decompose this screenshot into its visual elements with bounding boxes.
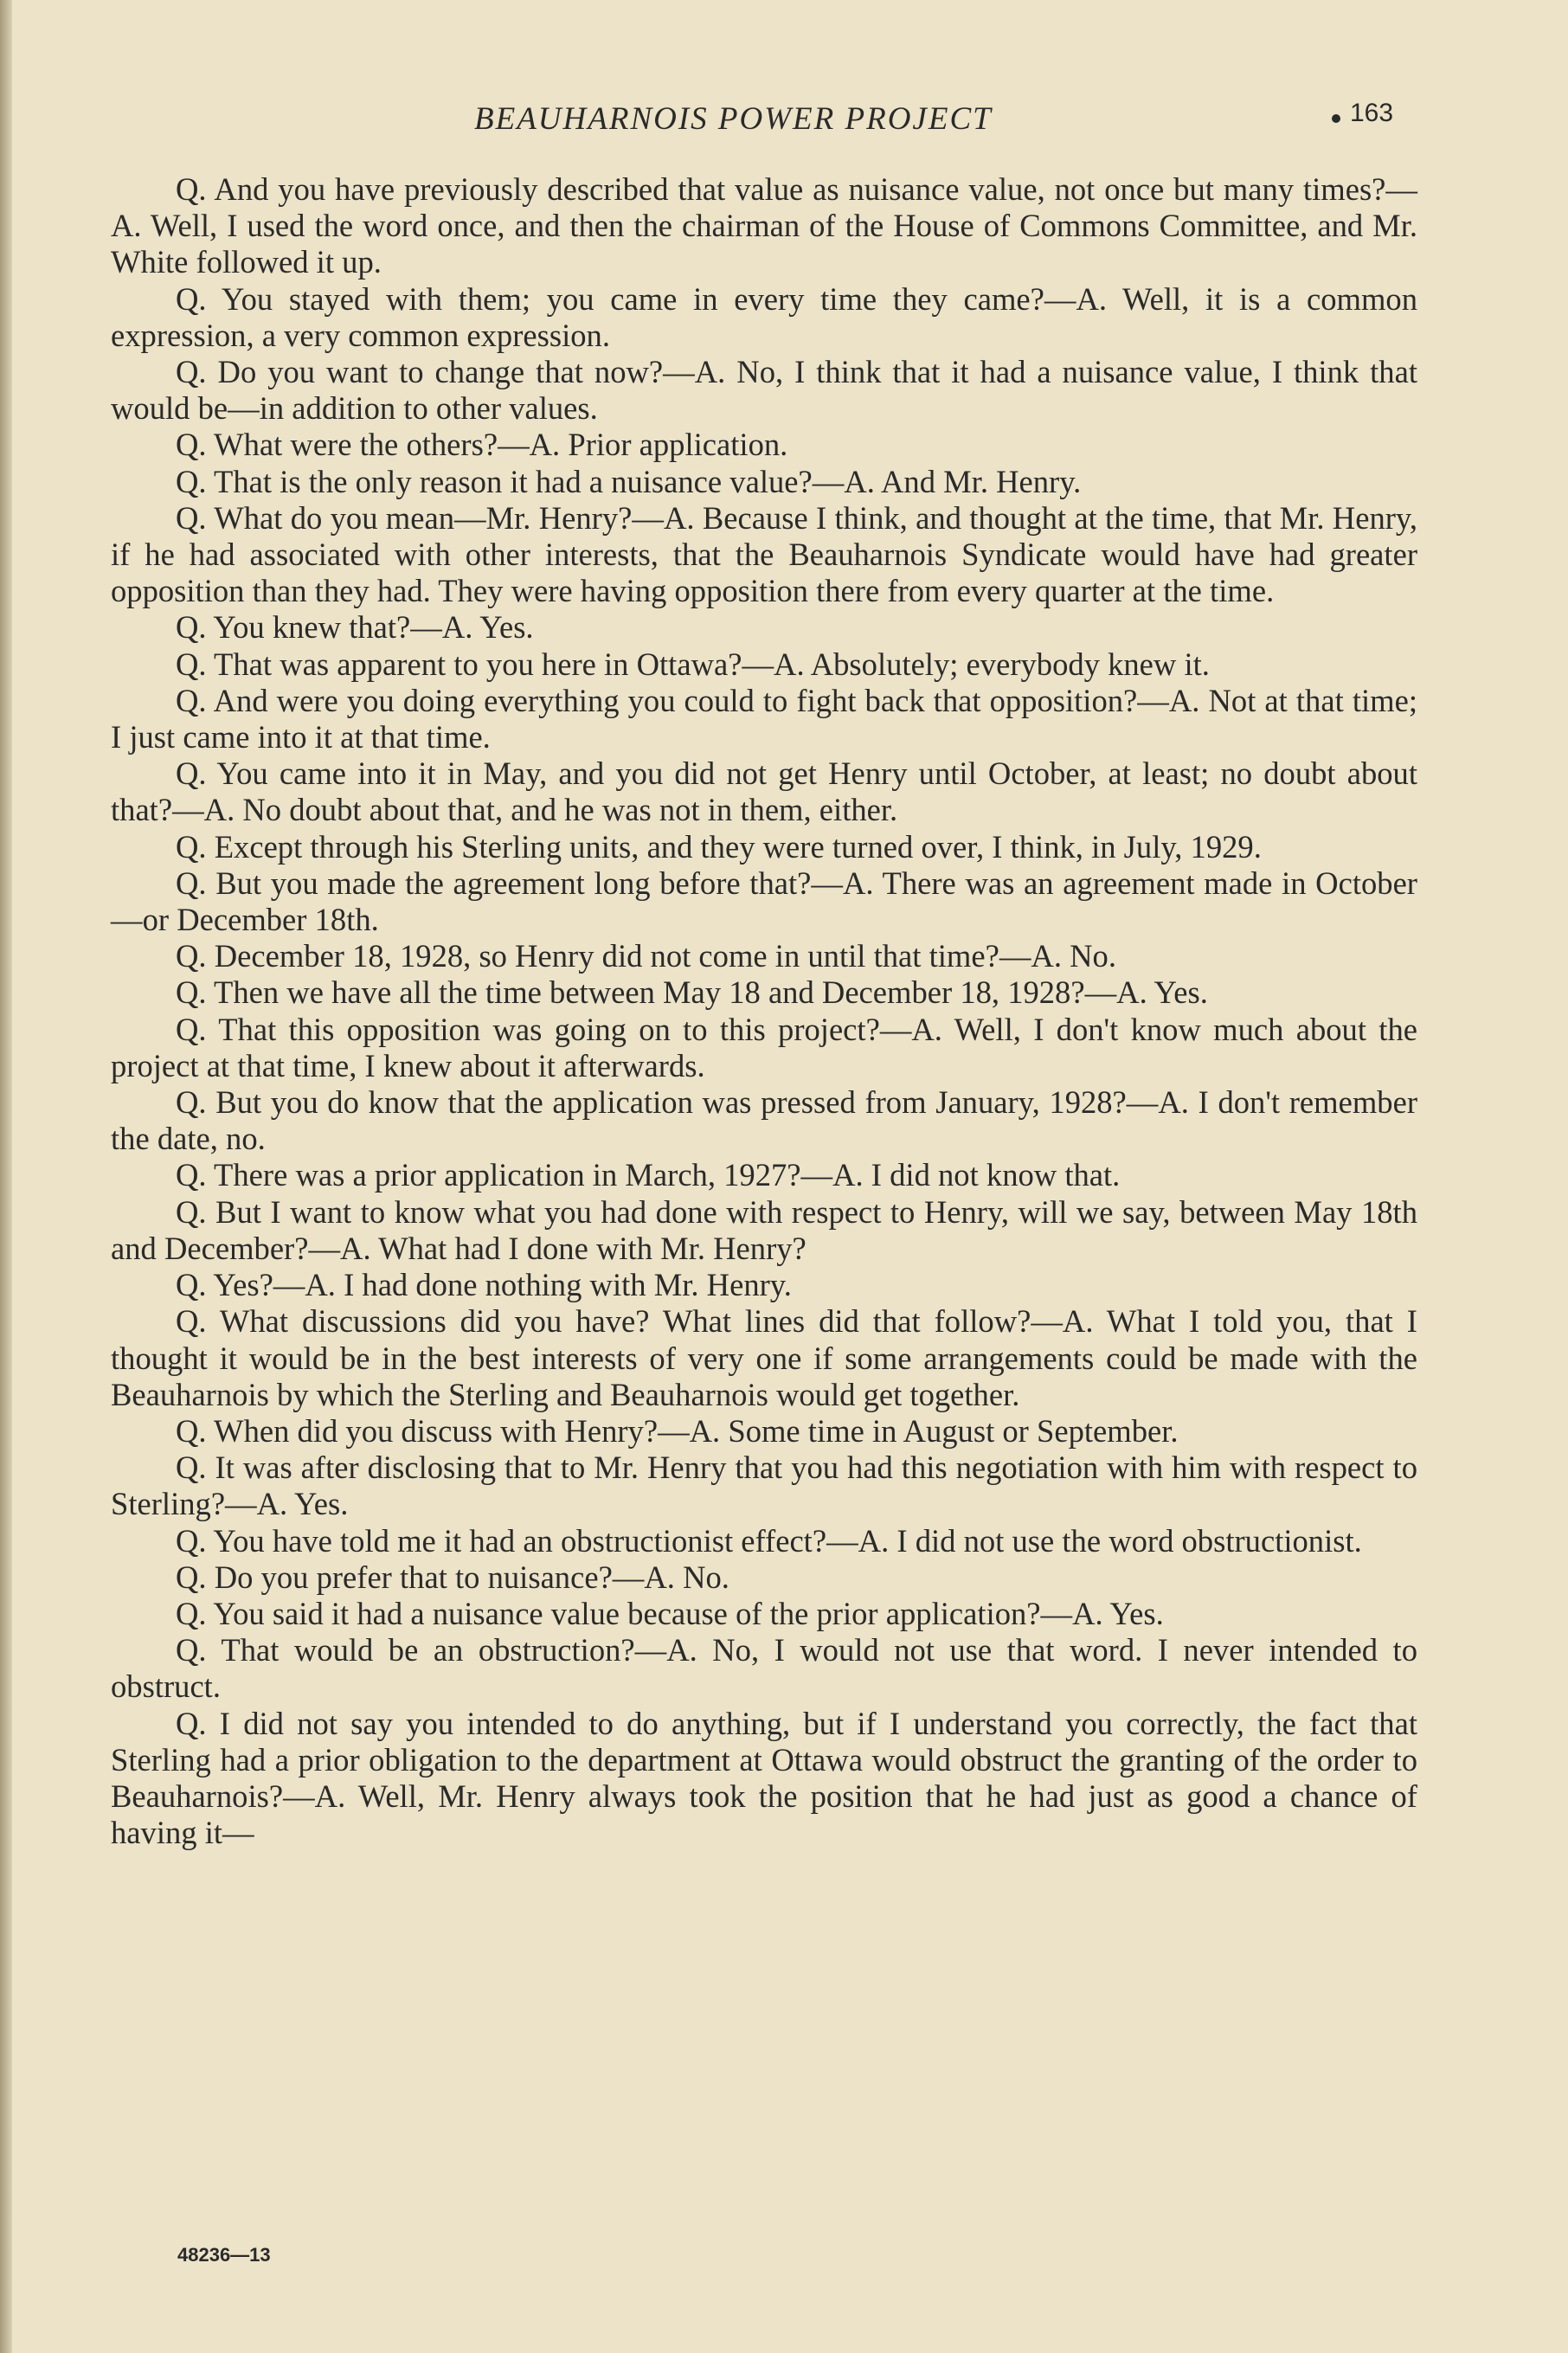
paragraph: Q. Except through his Sterling units, and they were turned over, I think, in July, 1929. xyxy=(176,828,1262,865)
page-number: 163 xyxy=(1350,99,1394,127)
paragraph: Q. Do you prefer that to nuisance?—A. No. xyxy=(176,1559,729,1595)
signature-mark: 48236—13 xyxy=(177,2244,271,2266)
paragraph: Q. But you do know that the application was pressed from January, 1928?—A. I don't remember the date, no. xyxy=(111,1084,1417,1157)
running-head xyxy=(111,95,1417,156)
page-content xyxy=(111,95,1417,1851)
paragraph: Q. It was after disclosing that to Mr. Henry that you had this negotiation with him with respect to Sterling?—A. Yes. xyxy=(111,1450,1417,1522)
paragraph: Q. That would be an obstruction?—A. No, I would not use that word. I never intended to obstruct. xyxy=(111,1632,1417,1705)
paragraph: Q. But you made the agreement long before that?—A. There was an agreement made in October—or December 18th. xyxy=(111,865,1417,938)
paragraph: Q. You stayed with them; you came in every time they came?—A. Well, it is a common expression, a very common expression. xyxy=(111,280,1417,353)
paragraph: Q. December 18, 1928, so Henry did not come in until that time?—A. No. xyxy=(176,938,1116,974)
bullet-dot-icon xyxy=(1332,114,1340,123)
paragraph: Q. That is the only reason it had a nuisance value?—A. And Mr. Henry. xyxy=(176,463,1082,499)
paragraph: Q. That this opposition was going on to this project?—A. Well, I don't know much about the project at that time, I knew about it afterwards. xyxy=(111,1011,1417,1083)
book-spine-edge xyxy=(0,0,12,2353)
paragraph: Q. What discussions did you have? What lines did that follow?—A. What I told you, that I thought it would be in the best interests of very one if some arrangements could be made with the Beauharnois by which the Sterling and Beauharnois would get together. xyxy=(111,1303,1417,1412)
paragraph: Q. But I want to know what you had done with respect to Henry, will we say, between May 18th and December?—A. What had I done with Mr. Henry? xyxy=(111,1193,1417,1266)
running-title: BEAUHARNOIS POWER PROJECT xyxy=(474,101,993,137)
paragraph: Q. You came into it in May, and you did not get Henry until October, at least; no doubt about that?—A. No doubt about that, and he was not in them, either. xyxy=(111,755,1417,828)
paragraph: Q. What do you mean—Mr. Henry?—A. Because I think, and thought at the time, that Mr. Henry, if he had associated with other interests, that the Beauharnois Syndicate would have had greater opposition than they had. They were having opposition there from every quarter at the time. xyxy=(111,499,1417,609)
paragraph: Q. You said it had a nuisance value because of the prior application?—A. Yes. xyxy=(176,1595,1164,1631)
paragraph: Q. Do you want to change that now?—A. No, I think that it had a nuisance value, I think that would be—in addition to other values. xyxy=(111,354,1417,427)
paragraph: Q. What were the others?—A. Prior application. xyxy=(176,427,788,463)
paragraph: Q. That was apparent to you here in Ottawa?—A. Absolutely; everybody knew it. xyxy=(176,646,1210,682)
paragraph: Q. You have told me it had an obstructionist effect?—A. I did not use the word obstructionist. xyxy=(176,1522,1362,1559)
paragraph: Q. Yes?—A. I had done nothing with Mr. Henry. xyxy=(176,1267,792,1303)
paragraph: Q. When did you discuss with Henry?—A. Some time in August or September. xyxy=(176,1412,1179,1449)
paragraph: Q. Then we have all the time between May 18 and December 18, 1928?—A. Yes. xyxy=(176,974,1208,1011)
paragraph: Q. There was a prior application in March, 1927?—A. I did not know that. xyxy=(176,1157,1121,1193)
paragraph: Q. And were you doing everything you could to fight back that opposition?—A. Not at that time; I just came into it at that time. xyxy=(111,682,1417,755)
body-text xyxy=(111,171,1417,1851)
paragraph: Q. I did not say you intended to do anything, but if I understand you correctly, the fact that Sterling had a prior obligation to the department at Ottawa would obstruct the granting of the order to Beauharnois?—A. Well, Mr. Henry always took the position that he had just as good a chance of having it— xyxy=(111,1705,1417,1851)
paragraph: Q. And you have previously described that value as nuisance value, not once but many times?—A. Well, I used the word once, and then the chairman of the House of Commons Committee, and Mr. White followed it up. xyxy=(111,171,1417,280)
paragraph: Q. You knew that?—A. Yes. xyxy=(176,609,534,646)
